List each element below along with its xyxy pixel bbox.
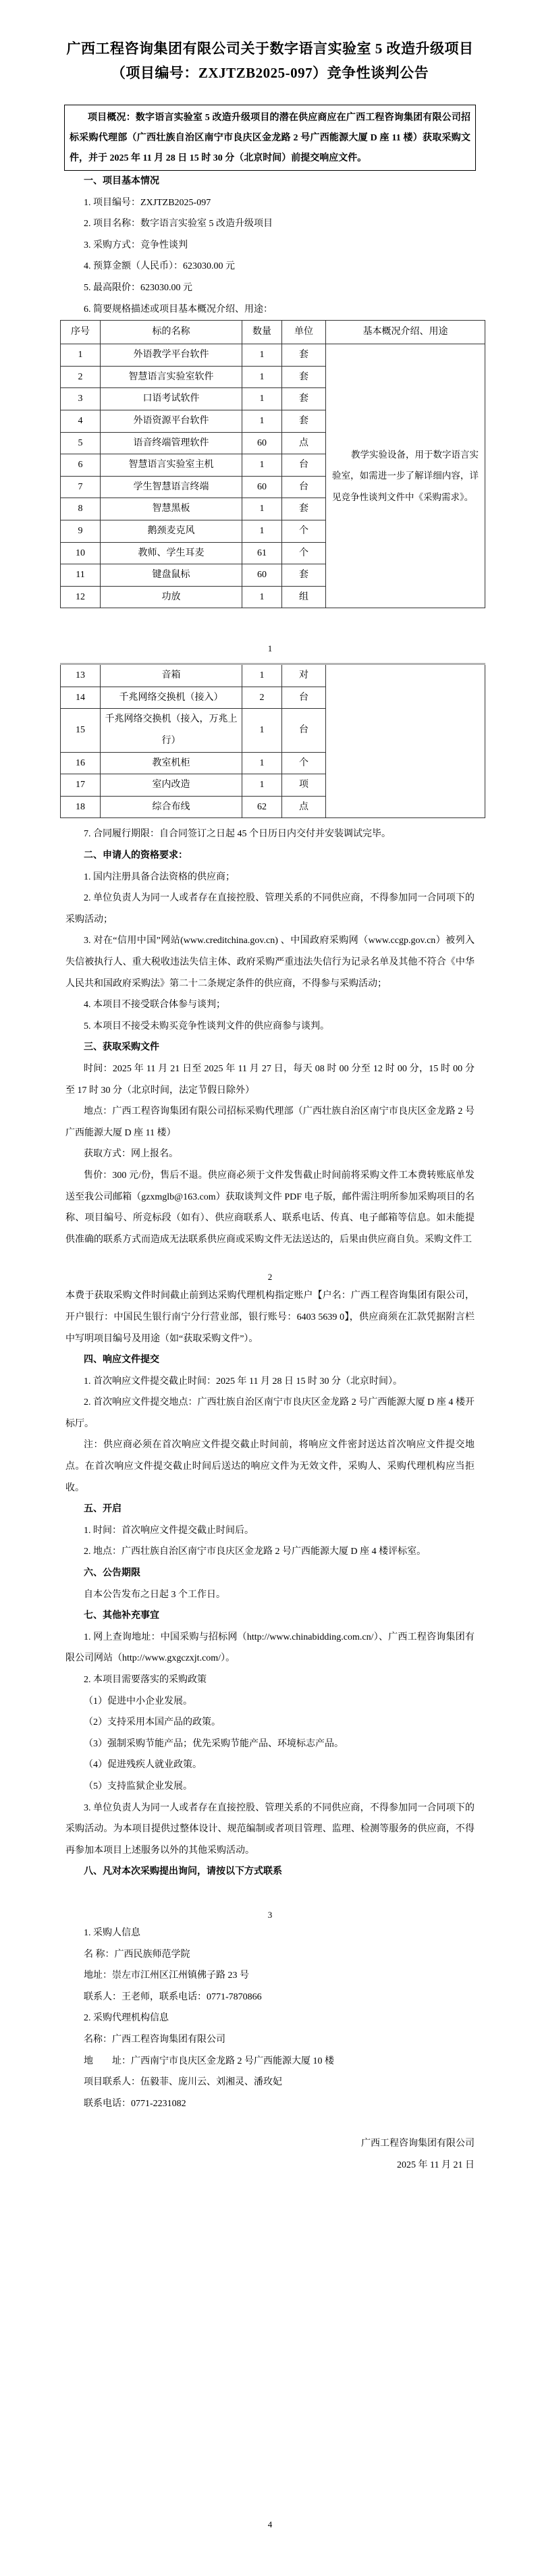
item-name-cell: 外语教学平台软件 [101, 344, 242, 367]
quantity-cell: 1 [242, 366, 282, 388]
supplier-restriction: 3. 单位负责人为同一人或者存在直接控股、管理关系的不同供应商，不得参加同一合同项下的采购活动。为本项目提供过整体设计、规范编制或者项目管理、监理、检测等服务的供应商，不得再参加本项目上述服务以外的其他采购活动。 [65, 1802, 475, 1856]
quantity-cell: 1 [242, 454, 282, 477]
item-name-cell: 学生智慧语言终端 [101, 476, 242, 498]
quantity-cell: 1 [242, 586, 282, 608]
procurement-method: 3. 采购方式：竞争性谈判 [84, 240, 188, 250]
column-header: 单位 [282, 321, 326, 344]
page-title-line: （项目编号：ZXJTZB2025-097）竞争性谈判公告 [111, 65, 429, 81]
row-index-cell: 2 [61, 366, 101, 388]
agency-phone: 联系电话：0771-2231082 [84, 2098, 186, 2109]
row-index-cell: 3 [61, 388, 101, 410]
column-header: 序号 [61, 321, 101, 344]
quantity-cell: 1 [242, 774, 282, 797]
section-heading-8: 八、凡对本次采购提出询问，请按以下方式联系 [84, 1867, 282, 1877]
item-name-cell: 综合布线 [101, 796, 242, 818]
row-index-cell: 4 [61, 410, 101, 432]
usage-note-cell-empty [326, 664, 485, 818]
unit-cell: 套 [282, 498, 326, 520]
row-index-cell: 14 [61, 687, 101, 709]
unit-cell: 套 [282, 564, 326, 587]
submit-deadline: 1. 首次响应文件提交截止时间：2025 年 11 月 28 日 15 时 30 分（北京时间）。 [84, 1376, 402, 1387]
announcement-document [0, 36, 540, 2576]
quantity-cell: 1 [242, 410, 282, 432]
section-heading-1: 一、项目基本情况 [84, 176, 159, 186]
purchaser-info-title: 1. 采购人信息 [84, 1927, 140, 1938]
table-header-row [61, 321, 485, 344]
policy-4: （4）促进残疾人就业政策。 [84, 1760, 202, 1771]
unit-cell: 台 [282, 687, 326, 709]
unit-cell: 个 [282, 752, 326, 774]
item-name-cell: 智慧黑板 [101, 498, 242, 520]
row-index-cell: 9 [61, 520, 101, 542]
goods-table-part2 [60, 663, 485, 818]
quantity-cell: 1 [242, 664, 282, 687]
qualification-3: 3. 对在“信用中国”网站(www.creditchina.gov.cn) 、中国政府采购网（www.ccgp.gov.cn）被列入失信被执行人、重大税收违法失信主体、政府采购严重违法失信行为记录名单及其他不符合《中华人民共和国政府采购法》第二十二条规定条件的供应商，不得参与采购活动； [65, 936, 475, 989]
qualification-2: 2. 单位负责人为同一人或者存在直接控股、管理关系的不同供应商，不得参加同一合同项下的采购活动； [65, 893, 475, 925]
agency-address: 地 址：广西南宁市良庆区金龙路 2 号广西能源大厦 10 楼 [84, 2056, 334, 2066]
row-index-cell: 15 [61, 709, 101, 752]
signature-company: 广西工程咨询集团有限公司 [361, 2139, 475, 2149]
qualification-5: 5. 本项目不接受未购买竞争性谈判文件的供应商参与谈判。 [84, 1021, 329, 1031]
item-name-cell: 功放 [101, 586, 242, 608]
unit-cell: 个 [282, 520, 326, 542]
page-title [65, 36, 475, 85]
project-overview-text: 项目概况：数字语言实验室 5 改造升级项目的潜在供应商应在广西工程咨询集团有限公司招标采购代理部（广西壮族自治区南宁市良庆区金龙路 2 号广西能源大厦 D 座 11 楼）获取采购文件，并于 2025 年 11 月 28 日 15 时 30 分（北京时间）前提交响应文件。 [70, 113, 470, 163]
item-name-cell: 教室机柜 [101, 752, 242, 774]
policy-intro: 2. 本项目需要落实的采购政策 [84, 1675, 207, 1685]
quantity-cell: 1 [242, 709, 282, 752]
table-row [61, 344, 485, 367]
unit-cell: 对 [282, 664, 326, 687]
announce-period: 自本公告发布之日起 3 个工作日。 [84, 1589, 225, 1600]
quantity-cell: 2 [242, 687, 282, 709]
unit-cell: 点 [282, 432, 326, 454]
column-header: 数量 [242, 321, 282, 344]
quantity-cell: 60 [242, 432, 282, 454]
unit-cell: 台 [282, 476, 326, 498]
submit-note: 注：供应商必须在首次响应文件提交截止时间前，将响应文件密封送达首次响应文件提交地点。在首次响应文件提交截止时间后送达的响应文件为无效文件，采购人、采购代理机构应当拒收。 [65, 1440, 475, 1493]
budget-amount: 4. 预算金额（人民币）：623030.00 元 [84, 261, 235, 272]
item-name-cell: 千兆网络交换机（接入，万兆上行） [101, 709, 242, 752]
contract-period: 7. 合同履行期限：自合同签订之日起 45 个日历日内交付并安装调试完毕。 [84, 829, 391, 840]
signature-date: 2025 年 11 月 21 日 [397, 2159, 475, 2170]
query-url: 1. 网上查询地址：中国采购与招标网（http://www.chinabidding.com.cn/）、广西工程咨询集团有限公司网站（http://www.gxgczxjt.com/）。 [65, 1632, 475, 1664]
section-heading-4: 四、响应文件提交 [84, 1355, 159, 1366]
purchaser-contact: 联系人：王老师，联系电话：0771-7870866 [84, 1991, 262, 2002]
policy-3: （3）强制采购节能产品；优先采购节能产品、环境标志产品。 [84, 1738, 344, 1749]
doc-method: 获取方式：网上报名。 [84, 1149, 178, 1160]
page-number-2: 2 [267, 1272, 273, 1283]
section-heading-5: 五、开启 [84, 1504, 122, 1515]
item-name-cell: 智慧语言实验室主机 [101, 454, 242, 477]
row-index-cell: 7 [61, 476, 101, 498]
doc-price: 售价：300 元/份，售后不退。供应商必须于文件发售截止时间前将采购文件工本费转账底单发送至我公司邮箱（gzxmglb@163.com）获取谈判文件 PDF 电子版，邮件需注明所参加采购项目的名称、项目编号、所竞标段（如有）、供应商联系人、联系电话、传真、电子邮箱等信息。如未能提供准确的联系方式而造成无法联系供应商或采购文件无法送达的，后果由供应商自负。采购文件工 [65, 1170, 475, 1245]
unit-cell: 组 [282, 586, 326, 608]
quantity-cell: 1 [242, 498, 282, 520]
qualification-1: 1. 国内注册具备合法资格的供应商； [84, 871, 235, 882]
policy-2: （2）支持采用本国产品的政策。 [84, 1717, 221, 1728]
project-overview-box [64, 105, 476, 171]
unit-cell: 套 [282, 388, 326, 410]
open-place: 2. 地点：广西壮族自治区南宁市良庆区金龙路 2 号广西能源大厦 D 座 4 楼评标室。 [84, 1547, 427, 1557]
project-number: 1. 项目编号：ZXJTZB2025-097 [84, 197, 211, 208]
row-index-cell: 1 [61, 344, 101, 367]
submit-place: 2. 首次响应文件提交地点：广西壮族自治区南宁市良庆区金龙路 2 号广西能源大厦 D 座 4 楼开标厅。 [65, 1397, 475, 1429]
purchaser-address: 地址：崇左市江州区江州镇佛子路 23 号 [84, 1970, 249, 1981]
row-index-cell: 16 [61, 752, 101, 774]
row-index-cell: 13 [61, 664, 101, 687]
item-name-cell: 口语考试软件 [101, 388, 242, 410]
table-row [61, 664, 485, 687]
quantity-cell: 60 [242, 564, 282, 587]
section-heading-3: 三、获取采购文件 [84, 1042, 159, 1053]
quantity-cell: 1 [242, 344, 282, 367]
policy-1: （1）促进中小企业发展。 [84, 1696, 192, 1707]
item-name-cell: 教师、学生耳麦 [101, 542, 242, 564]
quantity-cell: 1 [242, 520, 282, 542]
page-title-line: 广西工程咨询集团有限公司关于数字语言实验室 5 改造升级项目 [66, 41, 474, 57]
open-time: 1. 时间：首次响应文件提交截止时间后。 [84, 1525, 254, 1536]
unit-cell: 项 [282, 774, 326, 797]
quantity-cell: 1 [242, 752, 282, 774]
agency-name: 名称：广西工程咨询集团有限公司 [84, 2034, 225, 2045]
quantity-cell: 61 [242, 542, 282, 564]
agency-info-title: 2. 采购代理机构信息 [84, 2013, 169, 2024]
item-name-cell: 音箱 [101, 664, 242, 687]
section-heading-2: 二、申请人的资格要求： [84, 851, 188, 861]
row-index-cell: 8 [61, 498, 101, 520]
qualification-4: 4. 本项目不接受联合体参与谈判； [84, 1000, 225, 1011]
item-name-cell: 鹅颈麦克风 [101, 520, 242, 542]
unit-cell: 套 [282, 344, 326, 367]
purchaser-name: 名 称：广西民族师范学院 [84, 1949, 190, 1960]
quantity-cell: 60 [242, 476, 282, 498]
item-name-cell: 智慧语言实验室软件 [101, 366, 242, 388]
page-number-3: 3 [267, 1909, 273, 1920]
agency-contacts: 项目联系人：伍毅菲、庞川云、刘湘灵、潘玫妃 [84, 2077, 282, 2088]
unit-cell: 点 [282, 796, 326, 818]
row-index-cell: 5 [61, 432, 101, 454]
quantity-cell: 62 [242, 796, 282, 818]
item-name-cell: 键盘鼠标 [101, 564, 242, 587]
project-name: 2. 项目名称：数字语言实验室 5 改造升级项目 [84, 219, 273, 230]
usage-note-cell: 教学实验设备，用于数字语言实验室，如需进一步了解详细内容，详见竞争性谈判文件中《采购需求》。 [326, 344, 485, 608]
row-index-cell: 10 [61, 542, 101, 564]
row-index-cell: 6 [61, 454, 101, 477]
spec-intro: 6. 简要规格描述或项目基本概况介绍、用途： [84, 304, 273, 315]
row-index-cell: 17 [61, 774, 101, 797]
doc-time: 时间：2025 年 11 月 21 日至 2025 年 11 月 27 日，每天 08 时 00 分至 12 时 00 分，15 时 00 分至 17 时 30 分（北京时间，法定节假日除外） [65, 1063, 475, 1096]
column-header: 标的名称 [101, 321, 242, 344]
unit-cell: 台 [282, 454, 326, 477]
row-index-cell: 18 [61, 796, 101, 818]
page-number-1: 1 [267, 643, 273, 654]
quantity-cell: 1 [242, 388, 282, 410]
column-header: 基本概况介绍、用途 [326, 321, 485, 344]
unit-cell: 个 [282, 542, 326, 564]
doc-place: 地点：广西工程咨询集团有限公司招标采购代理部（广西壮族自治区南宁市良庆区金龙路 2 号广西能源大厦 D 座 11 楼） [65, 1106, 475, 1138]
item-name-cell: 语音终端管理软件 [101, 432, 242, 454]
page-number-4: 4 [267, 2519, 273, 2530]
unit-cell: 套 [282, 410, 326, 432]
goods-table-part1 [60, 320, 485, 608]
item-name-cell: 室内改造 [101, 774, 242, 797]
unit-cell: 台 [282, 709, 326, 752]
doc-price-continued: 本费于获取采购文件时间截止前到达采购代理机构指定账户【户名：广西工程咨询集团有限公司，开户银行：中国民生银行南宁分行营业部，银行账号：6403 5639 0】，供应商须在汇款凭据附言栏中写明项目编号及用途（如“获取采购文件”）。 [65, 1291, 475, 1344]
row-index-cell: 11 [61, 564, 101, 587]
item-name-cell: 外语资源平台软件 [101, 410, 242, 432]
max-price: 5. 最高限价：623030.00 元 [84, 282, 192, 293]
section-heading-7: 七、其他补充事宜 [84, 1611, 159, 1621]
item-name-cell: 千兆网络交换机（接入） [101, 687, 242, 709]
row-index-cell: 12 [61, 586, 101, 608]
section-heading-6: 六、公告期限 [84, 1568, 140, 1579]
policy-5: （5）支持监狱企业发展。 [84, 1781, 192, 1792]
unit-cell: 套 [282, 366, 326, 388]
